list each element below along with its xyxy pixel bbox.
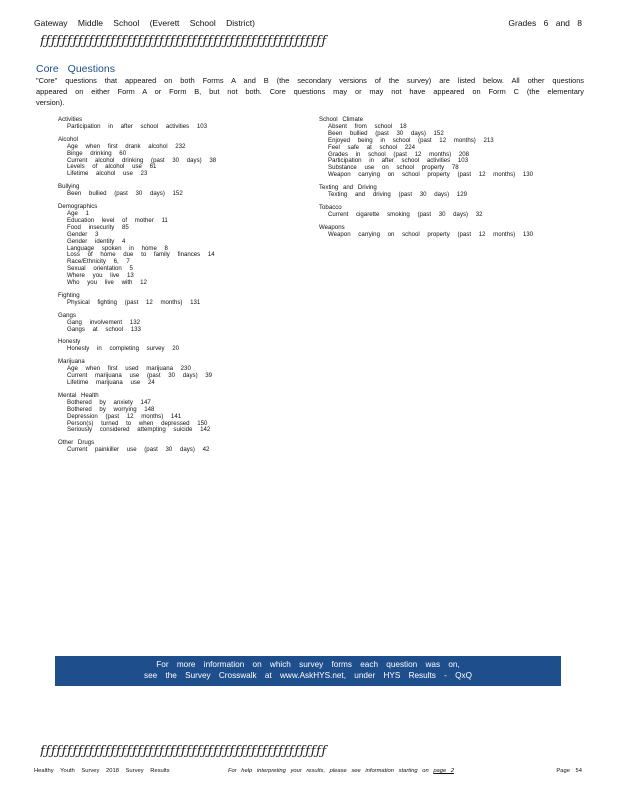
question-category	[319, 205, 569, 219]
category-title: Other Drugs	[58, 439, 95, 447]
question-category	[58, 204, 308, 287]
question-item: Substance use on school property 78	[328, 164, 459, 172]
category-title: Marijuana	[58, 358, 85, 366]
question-item: Absent from school 18	[328, 122, 407, 130]
question-item: Language spoken in home 8	[67, 244, 168, 252]
question-item: Gender 3	[67, 230, 99, 238]
category-title: Tobacco	[319, 203, 342, 211]
question-category	[58, 339, 308, 353]
question-item: Feel safe at school 224	[328, 143, 416, 151]
question-item: Gang involvement 132	[67, 318, 140, 326]
question-category	[58, 137, 308, 178]
category-title: Demographics	[58, 203, 98, 211]
question-item: Race/Ethnicity 6, 7	[67, 258, 130, 266]
question-item: Depression (past 12 months) 141	[67, 412, 182, 420]
question-item: Texting and driving (past 30 days) 129	[328, 191, 467, 199]
question-item: Enjoyed being in school (past 12 months) 213	[328, 136, 494, 144]
question-item: Education level of mother 11	[67, 216, 168, 224]
question-item: Seriously considered attempting suicide 142	[67, 426, 211, 434]
question-item: Current painkiller use (past 30 days) 42	[67, 446, 210, 454]
question-item: Current cigarette smoking (past 30 days) 32	[328, 210, 483, 218]
question-item: Physical fighting (past 12 months) 131	[67, 298, 201, 306]
footer-help-text: For help interpreting your results, please see information starting on	[228, 768, 429, 774]
decorative-rule-bottom: ƒƒƒƒƒƒƒƒƒƒƒƒƒƒƒƒƒƒƒƒƒƒƒƒƒƒƒƒƒƒƒƒƒƒƒƒƒƒƒƒƒƒƒƒƒƒƒƒƒƒƒƒƒ	[40, 744, 327, 759]
question-item: Who you live with 12	[67, 279, 147, 287]
info-banner	[55, 656, 561, 686]
page-title: Core Questions	[36, 63, 115, 75]
category-title: School Climate	[319, 116, 363, 123]
question-item: Been bullied (past 30 days) 152	[328, 129, 444, 137]
question-item: Gangs at school 133	[67, 325, 141, 333]
school-name: Gateway Middle School (Everett School District)	[34, 18, 255, 28]
question-item: Where you live 13	[67, 272, 134, 280]
question-item: Loss of home due to family finances 14	[67, 251, 215, 259]
category-title: Fighting	[58, 291, 80, 299]
footer-help-note	[228, 768, 454, 774]
question-item: Weapon carrying on school property (past 12 months) 130	[328, 230, 534, 238]
category-title: Honesty	[58, 338, 81, 346]
question-item: Honesty in completing survey 20	[67, 345, 180, 353]
category-title: Mental Health	[58, 391, 99, 399]
question-category	[58, 440, 308, 454]
question-item: Current alcohol drinking (past 30 days) 38	[67, 156, 217, 164]
decorative-rule-top: ƒƒƒƒƒƒƒƒƒƒƒƒƒƒƒƒƒƒƒƒƒƒƒƒƒƒƒƒƒƒƒƒƒƒƒƒƒƒƒƒƒƒƒƒƒƒƒƒƒƒƒƒƒ	[40, 34, 327, 49]
category-title: Activities	[58, 116, 83, 123]
question-item: Age when first drank alcohol 232	[67, 142, 186, 150]
page-number: Page 54	[556, 768, 582, 774]
question-item: Gender identity 4	[67, 237, 126, 245]
question-category	[58, 359, 308, 387]
question-category	[319, 225, 569, 239]
question-category	[58, 313, 308, 334]
question-item: Age 1	[67, 209, 89, 217]
page-footer	[34, 768, 582, 778]
question-item: Participation in after school activities 103	[328, 157, 469, 165]
question-item: Age when first used marijuana 230	[67, 365, 191, 373]
question-category	[319, 185, 569, 199]
right-question-column	[319, 117, 569, 245]
category-title: Texting and Driving	[319, 184, 377, 192]
question-item: Bothered by anxiety 147	[67, 398, 151, 406]
category-title: Alcohol	[58, 135, 78, 143]
question-category	[58, 184, 308, 198]
category-title: Weapons	[319, 223, 345, 231]
footer-page-link[interactable]: page 2	[433, 768, 455, 774]
question-category	[319, 117, 569, 179]
question-item: Binge drinking 60	[67, 149, 127, 157]
question-item: Sexual orientation 5	[67, 265, 133, 273]
question-category	[58, 117, 308, 131]
question-item: Weapon carrying on school property (past 12 months) 130	[328, 171, 534, 179]
question-item: Been bullied (past 30 days) 152	[67, 190, 183, 198]
intro-paragraph: "Core" questions that appeared on both Forms A and B (the secondary versions of the survey) are listed below. All other questions appeared on either Form A or Form B, but not both. Core questions may or may not have appeared on Form C (the elementary version).	[36, 76, 584, 107]
page-header	[34, 18, 582, 32]
question-category	[58, 293, 308, 307]
left-question-column	[58, 117, 308, 460]
question-item: Current marijuana use (past 30 days) 39	[67, 372, 213, 380]
question-item: Lifetime alcohol use 23	[67, 170, 148, 178]
question-item: Participation in after school activities 103	[67, 122, 208, 130]
grades-label: Grades 6 and 8	[508, 18, 582, 28]
question-item: Bothered by worrying 148	[67, 405, 155, 413]
question-item: Grades in school (past 12 months) 208	[328, 150, 470, 158]
banner-line-2: see the Survey Crosswalk at www.AskHYS.net, under HYS Results - QxQ	[143, 670, 472, 680]
category-title: Gangs	[58, 311, 76, 319]
question-item: Levels of alcohol use 61	[67, 163, 157, 171]
footer-survey-title: Healthy Youth Survey 2018 Survey Results	[34, 768, 170, 774]
banner-line-1: For more information on which survey forms each question was on,	[156, 660, 460, 669]
question-item: Food insecurity 85	[67, 223, 129, 231]
question-category	[58, 393, 308, 434]
question-item: Person(s) turned to when depressed 150	[67, 419, 208, 427]
question-item: Lifetime marijuana use 24	[67, 379, 155, 386]
category-title: Bullying	[58, 183, 80, 191]
